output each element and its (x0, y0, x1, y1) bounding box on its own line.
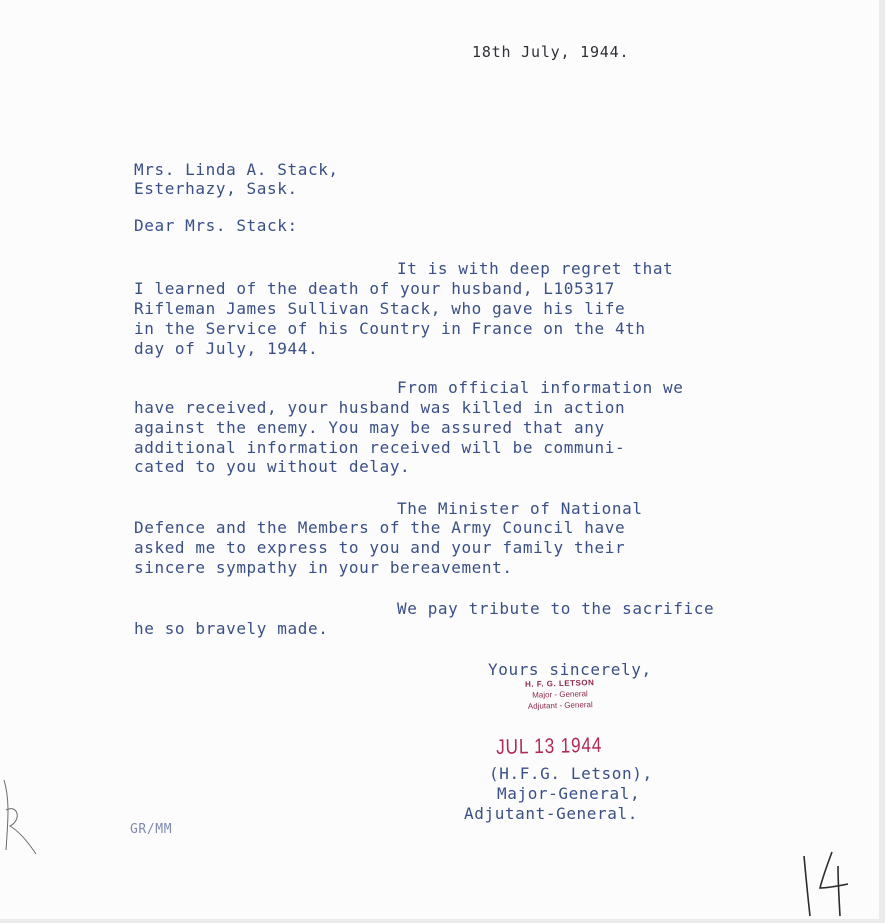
paragraph-1-line-5: day of July, 1944. (134, 339, 319, 358)
paragraph-1-line-4: in the Service of his Country in France on the 4th (134, 319, 646, 338)
paragraph-2-line-2: have received, your husband was killed in action (134, 398, 626, 417)
paragraph-3-line-2: Defence and the Members of the Army Council have (134, 518, 626, 537)
letter-date: 18th July, 1944. (472, 43, 630, 61)
paragraph-3-line-1: The Minister of National (397, 499, 643, 518)
salutation: Dear Mrs. Stack: (134, 216, 298, 235)
paragraph-2-line-5: cated to you without delay. (134, 457, 411, 476)
page-edge (0, 919, 885, 923)
recipient-address: Esterhazy, Sask. (134, 179, 298, 198)
paragraph-4-line-2: he so bravely made. (134, 619, 329, 638)
paragraph-2-line-4: additional information received will be communi- (134, 438, 626, 457)
signatory-rank: Major-General, (497, 784, 641, 803)
signature-stamp-title: Adjutant - General (527, 700, 593, 711)
received-date-stamp: JUL 13 1944 (496, 733, 603, 759)
signatory-title: Adjutant-General. (464, 804, 638, 823)
signature-stamp-name: H. F. G. LETSON (524, 678, 595, 689)
paragraph-2-line-1: From official information we (397, 378, 684, 397)
handwritten-page-number (796, 848, 856, 918)
paragraph-1-line-3: Rifleman James Sullivan Stack, who gave his life (134, 299, 626, 318)
paragraph-4-line-1: We pay tribute to the sacrifice (397, 599, 715, 618)
recipient-name: Mrs. Linda A. Stack, (134, 160, 339, 179)
paragraph-2-line-3: against the enemy. You may be assured that any (134, 418, 605, 437)
paragraph-1-line-1: It is with deep regret that (397, 259, 674, 278)
paragraph-3-line-3: asked me to express to you and your family their (134, 538, 626, 557)
signatory-name: (H.F.G. Letson), (489, 764, 653, 783)
closing: Yours sincerely, (488, 660, 652, 679)
reference-initials: GR/MM (130, 822, 173, 837)
paragraph-1-line-2: I learned of the death of your husband, L105317 (134, 279, 615, 298)
paragraph-3-line-4: sincere sympathy in your bereavement. (134, 558, 513, 577)
page-edge (879, 0, 885, 923)
signature-stamp (510, 678, 611, 713)
margin-scribble (0, 770, 40, 860)
signature-stamp-rank: Major - General (532, 689, 588, 700)
